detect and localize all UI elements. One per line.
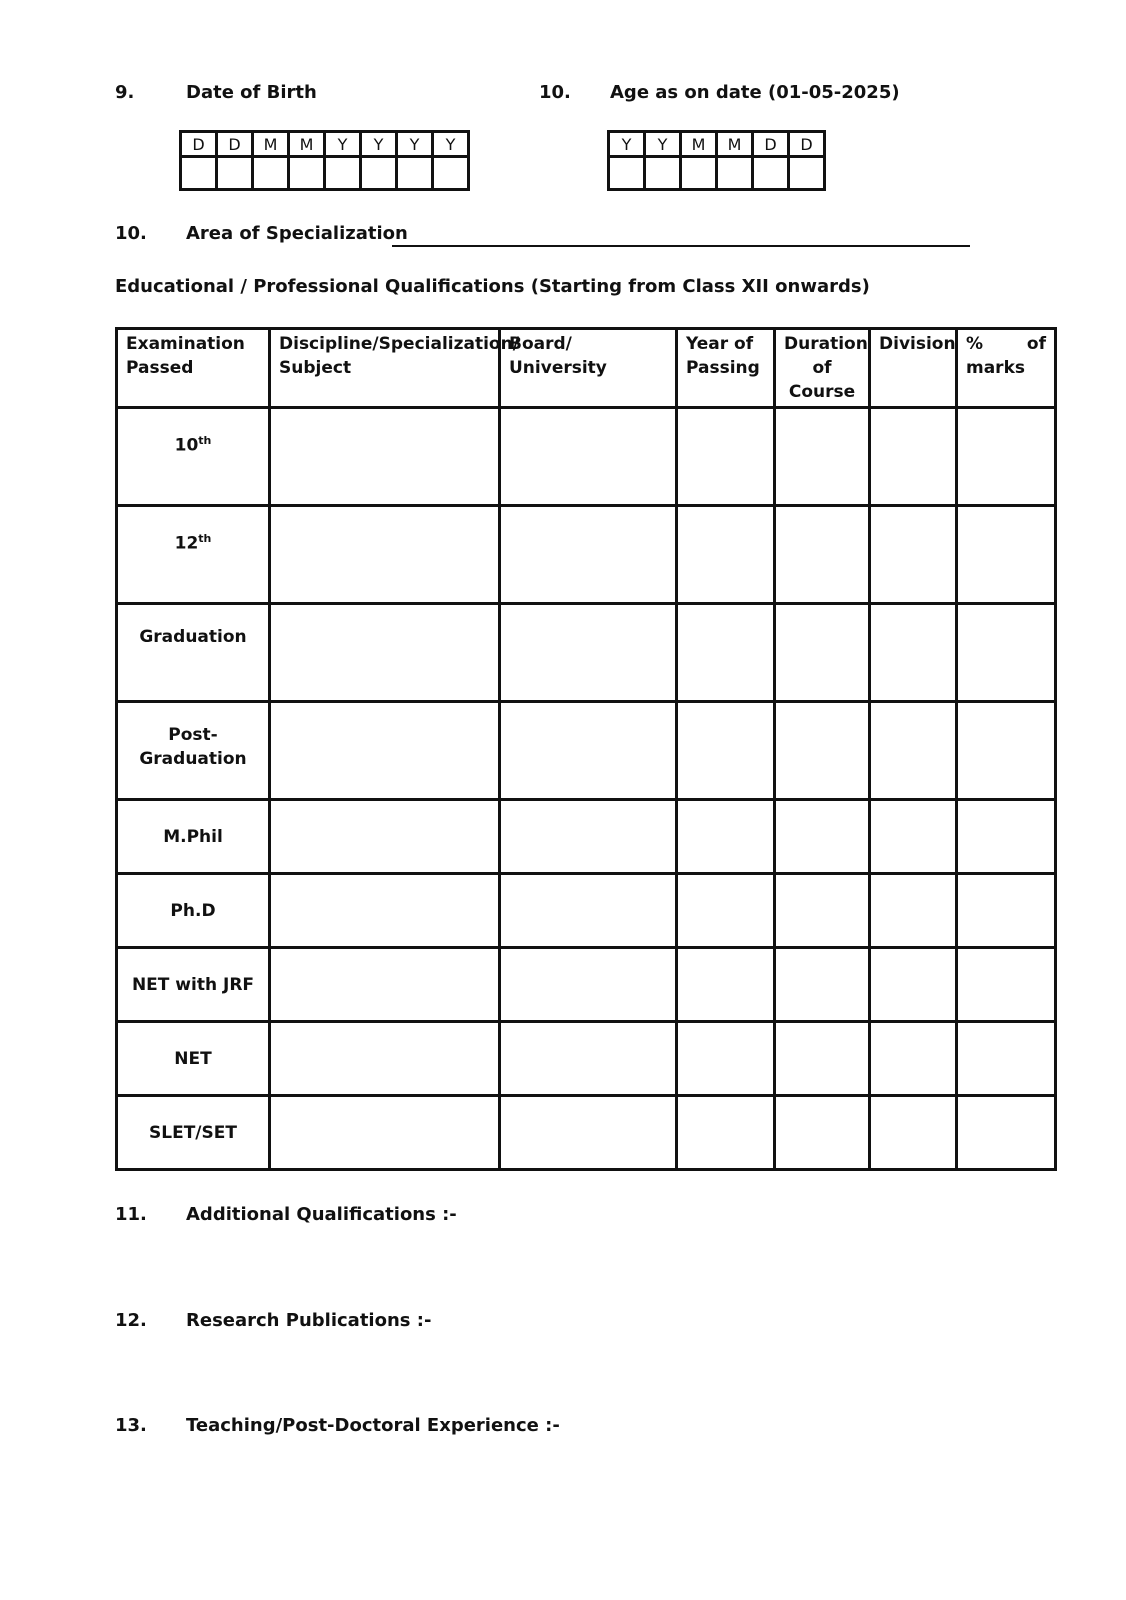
dob-entry-cell[interactable] [217,157,253,190]
age-box-label: D [753,132,789,157]
entry-cell[interactable] [677,800,775,874]
header-percent-sign: % [966,334,984,354]
entry-cell[interactable] [677,604,775,702]
entry-cell[interactable] [677,408,775,506]
entry-cell[interactable] [957,702,1056,800]
age-label: Age as on date (01-05-2025) [610,82,900,103]
dob-box-label: D [217,132,253,157]
entry-cell[interactable] [775,702,870,800]
row-label-phd: Ph.D [117,874,270,948]
entry-cell[interactable] [870,1096,957,1170]
dob-entry-cell[interactable] [361,157,397,190]
header-year [677,329,775,408]
research-publications-label: Research Publications :- [186,1310,432,1331]
entry-cell[interactable] [775,874,870,948]
table-row [117,702,1056,800]
teaching-experience-label: Teaching/Post-Doctoral Experience :- [186,1415,560,1436]
entry-cell[interactable] [775,604,870,702]
header-division-text: Division [879,334,956,354]
row-label-graduation: Graduation [117,604,270,702]
dob-box-label: D [181,132,217,157]
row-pg-line1: Post- [168,725,218,745]
dob-box-label: Y [433,132,469,157]
header-division [870,329,957,408]
entry-cell[interactable] [870,1022,957,1096]
header-exam-line1: Examination [126,334,245,354]
age-entry-cell[interactable] [717,157,753,190]
entry-cell[interactable] [500,506,677,604]
dob-box-label: M [289,132,325,157]
table-row [117,874,1056,948]
age-entry-cell[interactable] [681,157,717,190]
age-entry-cell[interactable] [645,157,681,190]
entry-cell[interactable] [957,1096,1056,1170]
row-label-post-graduation [117,702,270,800]
age-box-label: M [717,132,753,157]
age-box-label: D [789,132,825,157]
row-label-mphil: M.Phil [117,800,270,874]
header-percent-marks [957,329,1056,408]
entry-cell[interactable] [957,874,1056,948]
header-duration-line3: Course [788,382,856,402]
age-entry-cell[interactable] [753,157,789,190]
entry-cell[interactable] [500,1022,677,1096]
entry-cell[interactable] [775,1022,870,1096]
row-label-slet-set: SLET/SET [117,1096,270,1170]
row-10-suffix: th [198,434,212,447]
entry-cell[interactable] [870,702,957,800]
entry-cell[interactable] [870,604,957,702]
row-10-number: 10 [174,435,199,456]
entry-cell[interactable] [270,408,500,506]
entry-cell[interactable] [500,874,677,948]
entry-cell[interactable] [677,874,775,948]
row-label-net: NET [117,1022,270,1096]
dob-entry-cell[interactable] [397,157,433,190]
entry-cell[interactable] [500,948,677,1022]
item-number-10-age: 10. [539,82,571,103]
entry-cell[interactable] [870,948,957,1022]
table-row [117,604,1056,702]
entry-cell[interactable] [957,604,1056,702]
header-board [500,329,677,408]
row-label-net-jrf: NET with JRF [117,948,270,1022]
dob-entry-cell[interactable] [289,157,325,190]
age-entry-cell[interactable] [789,157,825,190]
item-number-10-spec: 10. [115,223,147,244]
row-label-10th [117,408,270,506]
dob-box-label: Y [397,132,433,157]
age-box-label: M [681,132,717,157]
entry-cell[interactable] [270,702,500,800]
item-number-11: 11. [115,1204,147,1225]
age-boxes [607,130,826,191]
header-duration-line1: Duration [784,334,868,354]
entry-cell[interactable] [957,1022,1056,1096]
age-box-label: Y [609,132,645,157]
dob-box-label: M [253,132,289,157]
entry-cell[interactable] [957,506,1056,604]
table-row [117,800,1056,874]
item-number-12: 12. [115,1310,147,1331]
row-pg-line2: Graduation [139,749,247,769]
dob-entry-cell[interactable] [253,157,289,190]
header-year-line2: Passing [686,358,760,378]
entry-cell[interactable] [500,604,677,702]
qualifications-table [115,327,1057,1171]
entry-cell[interactable] [270,948,500,1022]
entry-cell[interactable] [775,800,870,874]
entry-cell[interactable] [870,800,957,874]
entry-cell[interactable] [500,702,677,800]
entry-cell[interactable] [270,874,500,948]
header-board-line2: University [509,358,607,378]
entry-cell[interactable] [270,506,500,604]
additional-qualifications-label: Additional Qualifications :- [186,1204,457,1225]
specialization-fill-line[interactable] [392,245,970,247]
entry-cell[interactable] [677,948,775,1022]
item-number-9: 9. [115,82,135,103]
entry-cell[interactable] [775,948,870,1022]
entry-cell[interactable] [957,408,1056,506]
row-12-number: 12 [174,533,199,554]
row-label-12th [117,506,270,604]
table-row [117,1022,1056,1096]
entry-cell[interactable] [870,506,957,604]
item-number-13: 13. [115,1415,147,1436]
entry-cell[interactable] [270,1096,500,1170]
entry-cell[interactable] [500,408,677,506]
table-header-row [117,329,1056,408]
dob-entry-cell[interactable] [433,157,469,190]
header-exam-line2: Passed [126,358,194,378]
dob-boxes [179,130,470,191]
age-entry-cell[interactable] [609,157,645,190]
entry-cell[interactable] [775,506,870,604]
header-percent-line2: marks [966,358,1025,378]
dob-label: Date of Birth [186,82,317,103]
entry-cell[interactable] [677,506,775,604]
entry-cell[interactable] [677,702,775,800]
table-row [117,408,1056,506]
header-discipline-line1: Discipline/Specialization/ [279,334,519,354]
table-row [117,948,1056,1022]
entry-cell[interactable] [270,604,500,702]
header-year-line1: Year of [686,334,754,354]
row-12-suffix: th [198,532,212,545]
entry-cell[interactable] [677,1096,775,1170]
header-percent-line1 [966,332,1046,356]
header-exam-passed [117,329,270,408]
header-duration [775,329,870,408]
header-board-line1: Board/ [509,334,572,354]
qualifications-heading: Educational / Professional Qualifications (Starting from Class XII onwards) [115,276,870,297]
header-duration-line2: of [812,358,832,378]
entry-cell[interactable] [870,874,957,948]
entry-cell[interactable] [775,408,870,506]
entry-cell[interactable] [957,948,1056,1022]
age-box-label: Y [645,132,681,157]
entry-cell[interactable] [870,408,957,506]
entry-cell[interactable] [270,800,500,874]
table-row [117,506,1056,604]
entry-cell[interactable] [775,1096,870,1170]
table-row [117,1096,1056,1170]
header-percent-of: of [1026,334,1046,354]
header-discipline-line2: Subject [279,358,352,378]
entry-cell[interactable] [500,1096,677,1170]
dob-entry-cell[interactable] [325,157,361,190]
header-discipline [270,329,519,408]
entry-cell[interactable] [270,1022,500,1096]
entry-cell[interactable] [500,800,677,874]
dob-entry-cell[interactable] [181,157,217,190]
entry-cell[interactable] [677,1022,775,1096]
dob-box-label: Y [325,132,361,157]
specialization-label: Area of Specialization [186,223,408,244]
entry-cell[interactable] [957,800,1056,874]
dob-box-label: Y [361,132,397,157]
